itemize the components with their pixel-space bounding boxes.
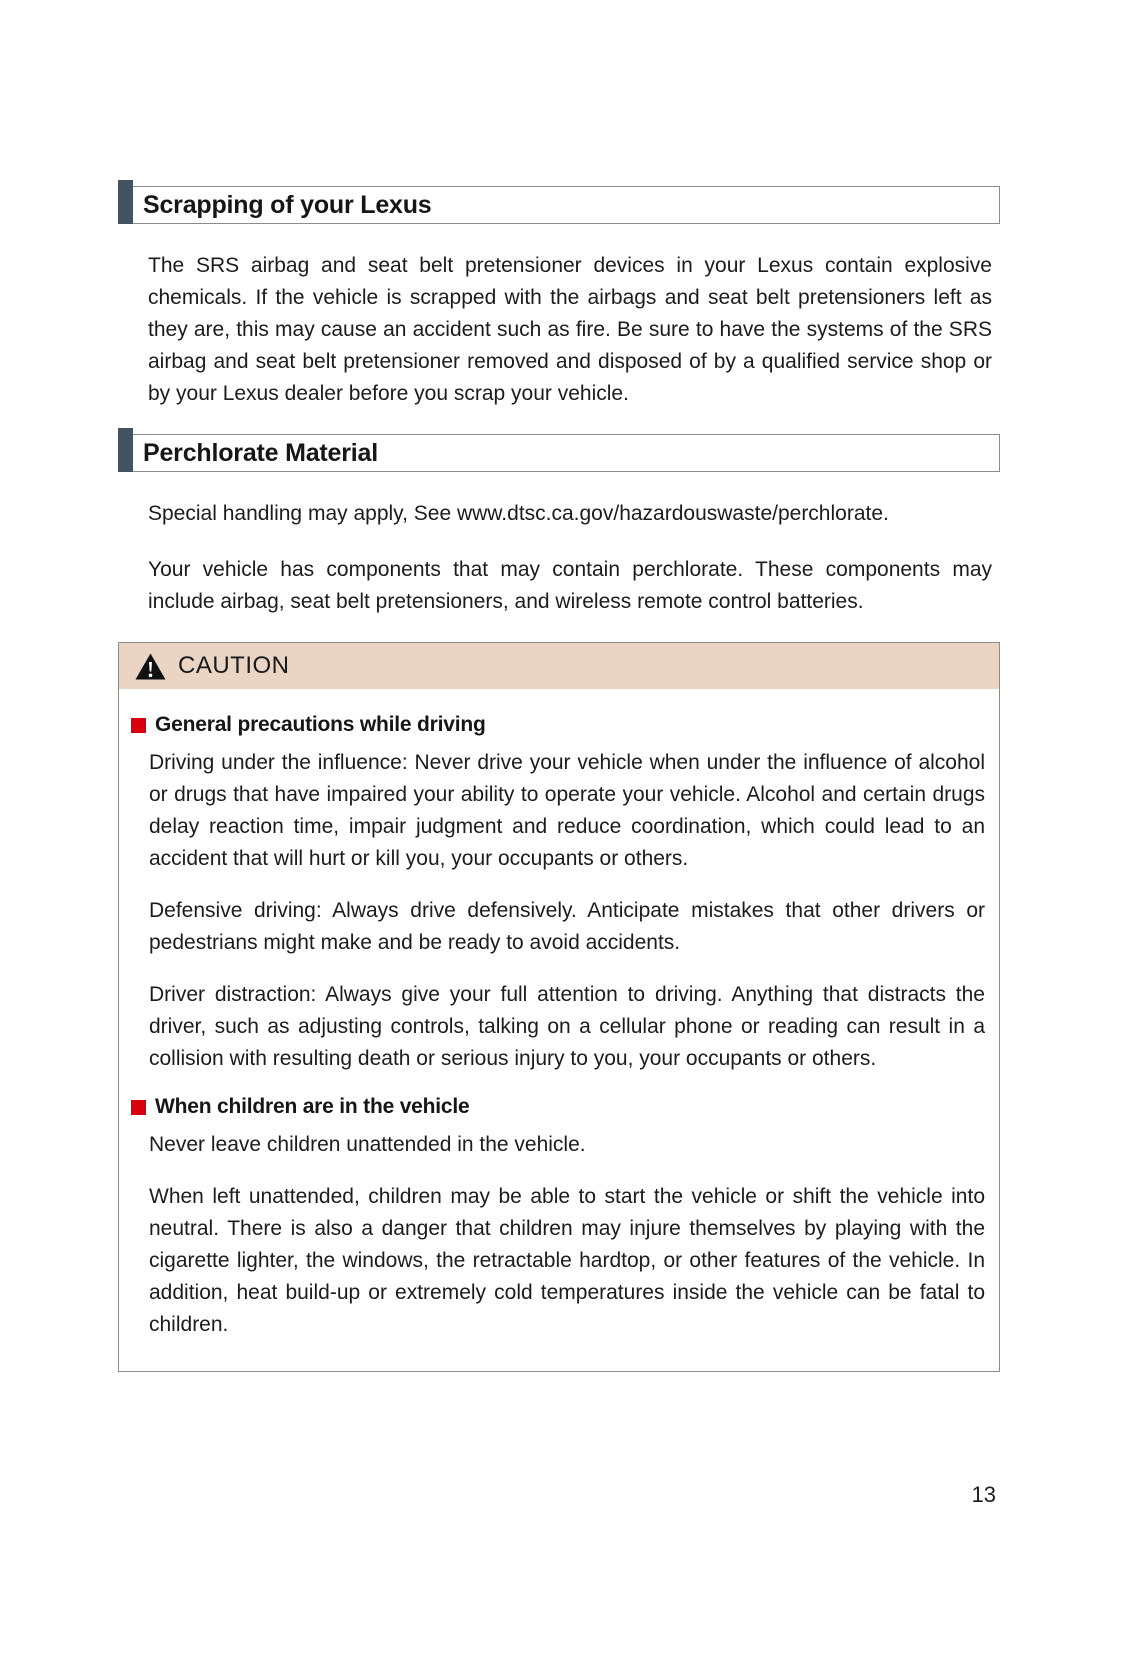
caution-paragraph: Never leave children unattended in the vehicle. <box>149 1133 586 1156</box>
page-number: 13 <box>971 1482 996 1507</box>
section-title: Scrapping of your Lexus <box>143 190 432 219</box>
section-perchlorate-material <box>118 434 1000 618</box>
caution-label: CAUTION <box>178 652 290 679</box>
section-accent-bar <box>118 428 133 472</box>
caution-box <box>118 642 1000 1372</box>
caution-subheading <box>131 1095 987 1119</box>
red-square-bullet-icon <box>131 1100 146 1115</box>
caution-paragraph: Driving under the influence: Never drive your vehicle when under the influence of alcohol or drugs that have impaired your ability to operate your vehicle. Alcohol and certain drugs delay reaction time, impair judgment and reduce coordination, which could lead to an accident that will hurt or kill you, your occupants or others. <box>149 751 985 870</box>
section-header <box>118 186 1000 224</box>
section-scrapping-of-your-lexus <box>118 186 1000 410</box>
section-accent-bar <box>118 180 133 224</box>
caution-subheading-text: When children are in the vehicle <box>155 1095 470 1118</box>
caution-subheading-text: General precautions while driving <box>155 713 486 736</box>
section-title: Perchlorate Material <box>143 438 378 467</box>
caution-header <box>119 643 999 689</box>
warning-triangle-icon <box>135 653 166 680</box>
section-paragraph: The SRS airbag and seat belt pretensioner devices in your Lexus contain explosive chemicals. If the vehicle is scrapped with the airbags and seat belt pretensioners left as they are, this may cause an accident such as fire. Be sure to have the systems of the SRS airbag and seat belt pretensioner removed and disposed of by a qualified service shop or by your Lexus dealer before you scrap your vehicle. <box>148 254 992 405</box>
section-paragraph: Your vehicle has components that may contain perchlorate. These components may include airbag, seat belt pretensioners, and wireless remote control batteries. <box>148 558 992 613</box>
caution-body <box>119 689 999 1371</box>
section-paragraph: Special handling may apply, See www.dtsc.ca.gov/hazardouswaste/perchlorate. <box>148 502 889 525</box>
caution-paragraph: Defensive driving: Always drive defensively. Anticipate mistakes that other drivers or pedestrians might make and be ready to avoid accidents. <box>149 899 985 954</box>
red-square-bullet-icon <box>131 718 146 733</box>
caution-subheading <box>131 713 987 737</box>
caution-paragraph: When left unattended, children may be able to start the vehicle or shift the vehicle into neutral. There is also a danger that children may injure themselves by playing with the cigarette lighter, the windows, the retractable hardtop, or other features of the vehicle. In addition, heat build-up or extremely cold temperatures inside the vehicle can be fatal to children. <box>149 1185 985 1336</box>
caution-paragraph: Driver distraction: Always give your full attention to driving. Anything that distracts the driver, such as adjusting controls, talking on a cellular phone or reading can result in a collision with resulting death or serious injury to you, your occupants or others. <box>149 983 985 1070</box>
section-header <box>118 434 1000 472</box>
